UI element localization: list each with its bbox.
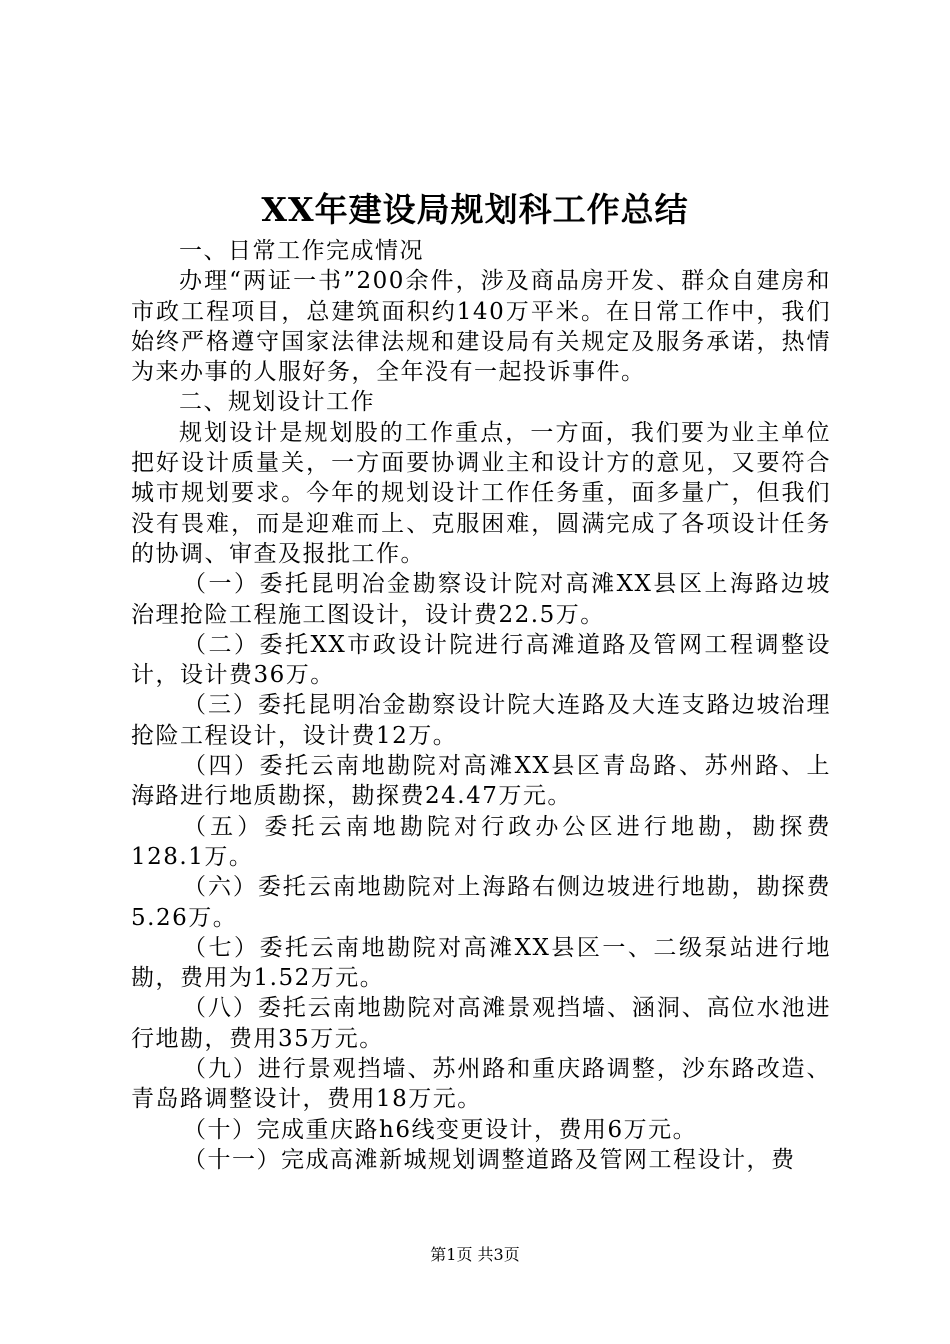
list-item-1: （一）委托昆明冶金勘察设计院对高滩XX县区上海路边坡治理抢险工程施工图设计，设计费22.5万。 bbox=[131, 571, 831, 628]
list-item-7: （七）委托云南地勘院对高滩XX县区一、二级泵站进行地勘，费用为1.52万元。 bbox=[131, 934, 831, 992]
document-title: XX年建设局规划科工作总结 bbox=[261, 190, 689, 229]
list-item-5: （五）委托云南地勘院对行政办公区进行地勘，勘探费128.1万。 bbox=[131, 813, 831, 870]
list-item-6: （六）委托云南地勘院对上海路右侧边坡进行地勘，勘探费5.26万。 bbox=[131, 874, 831, 931]
list-item-2: （二）委托XX市政设计院进行高滩道路及管网工程调整设计，设计费36万。 bbox=[131, 631, 831, 689]
list-item-3: （三）委托昆明冶金勘察设计院大连路及大连支路边坡治理抢险工程设计，设计费12万。 bbox=[131, 692, 831, 749]
paragraph-daily-work: 办理“两证一书”200余件，涉及商品房开发、群众自建房和市政工程项目，总建筑面积约140万平米。在日常工作中，我们始终严格遵守国家法律法规和建设局有关规定及服务承诺，热情为来办事的人服好务，全年没有一起投诉事件。 bbox=[131, 268, 831, 386]
list-item-10: （十）完成重庆路h6线变更设计，费用6万元。 bbox=[183, 1116, 698, 1143]
section-heading-1: 一、日常工作完成情况 bbox=[179, 238, 424, 264]
list-item-9: （九）进行景观挡墙、苏州路和重庆路调整，沙东路改造、青岛路调整设计，费用18万元。 bbox=[131, 1056, 831, 1113]
section-heading-2: 二、规划设计工作 bbox=[179, 389, 375, 416]
list-item-4: （四）委托云南地勘院对高滩XX县区青岛路、苏州路、上海路进行地质勘探，勘探费24.47万元。 bbox=[131, 753, 831, 810]
document-body bbox=[131, 236, 831, 1175]
list-item-8: （八）委托云南地勘院对高滩景观挡墙、涵洞、高位水池进行地勘，费用35万元。 bbox=[131, 995, 831, 1052]
page-footer: 第1页 共3页 bbox=[430, 1245, 520, 1264]
paragraph-planning-design: 规划设计是规划股的工作重点，一方面，我们要为业主单位把好设计质量关，一方面要协调业主和设计方的意见，又要符合城市规划要求。今年的规划设计工作任务重，面多量广，但我们没有畏难，而是迎难而上、克服困难，圆满完成了各项设计任务的协调、审查及报批工作。 bbox=[131, 419, 831, 567]
list-item-11: （十一）完成高滩新城规划调整道路及管网工程设计，费 bbox=[183, 1146, 796, 1173]
